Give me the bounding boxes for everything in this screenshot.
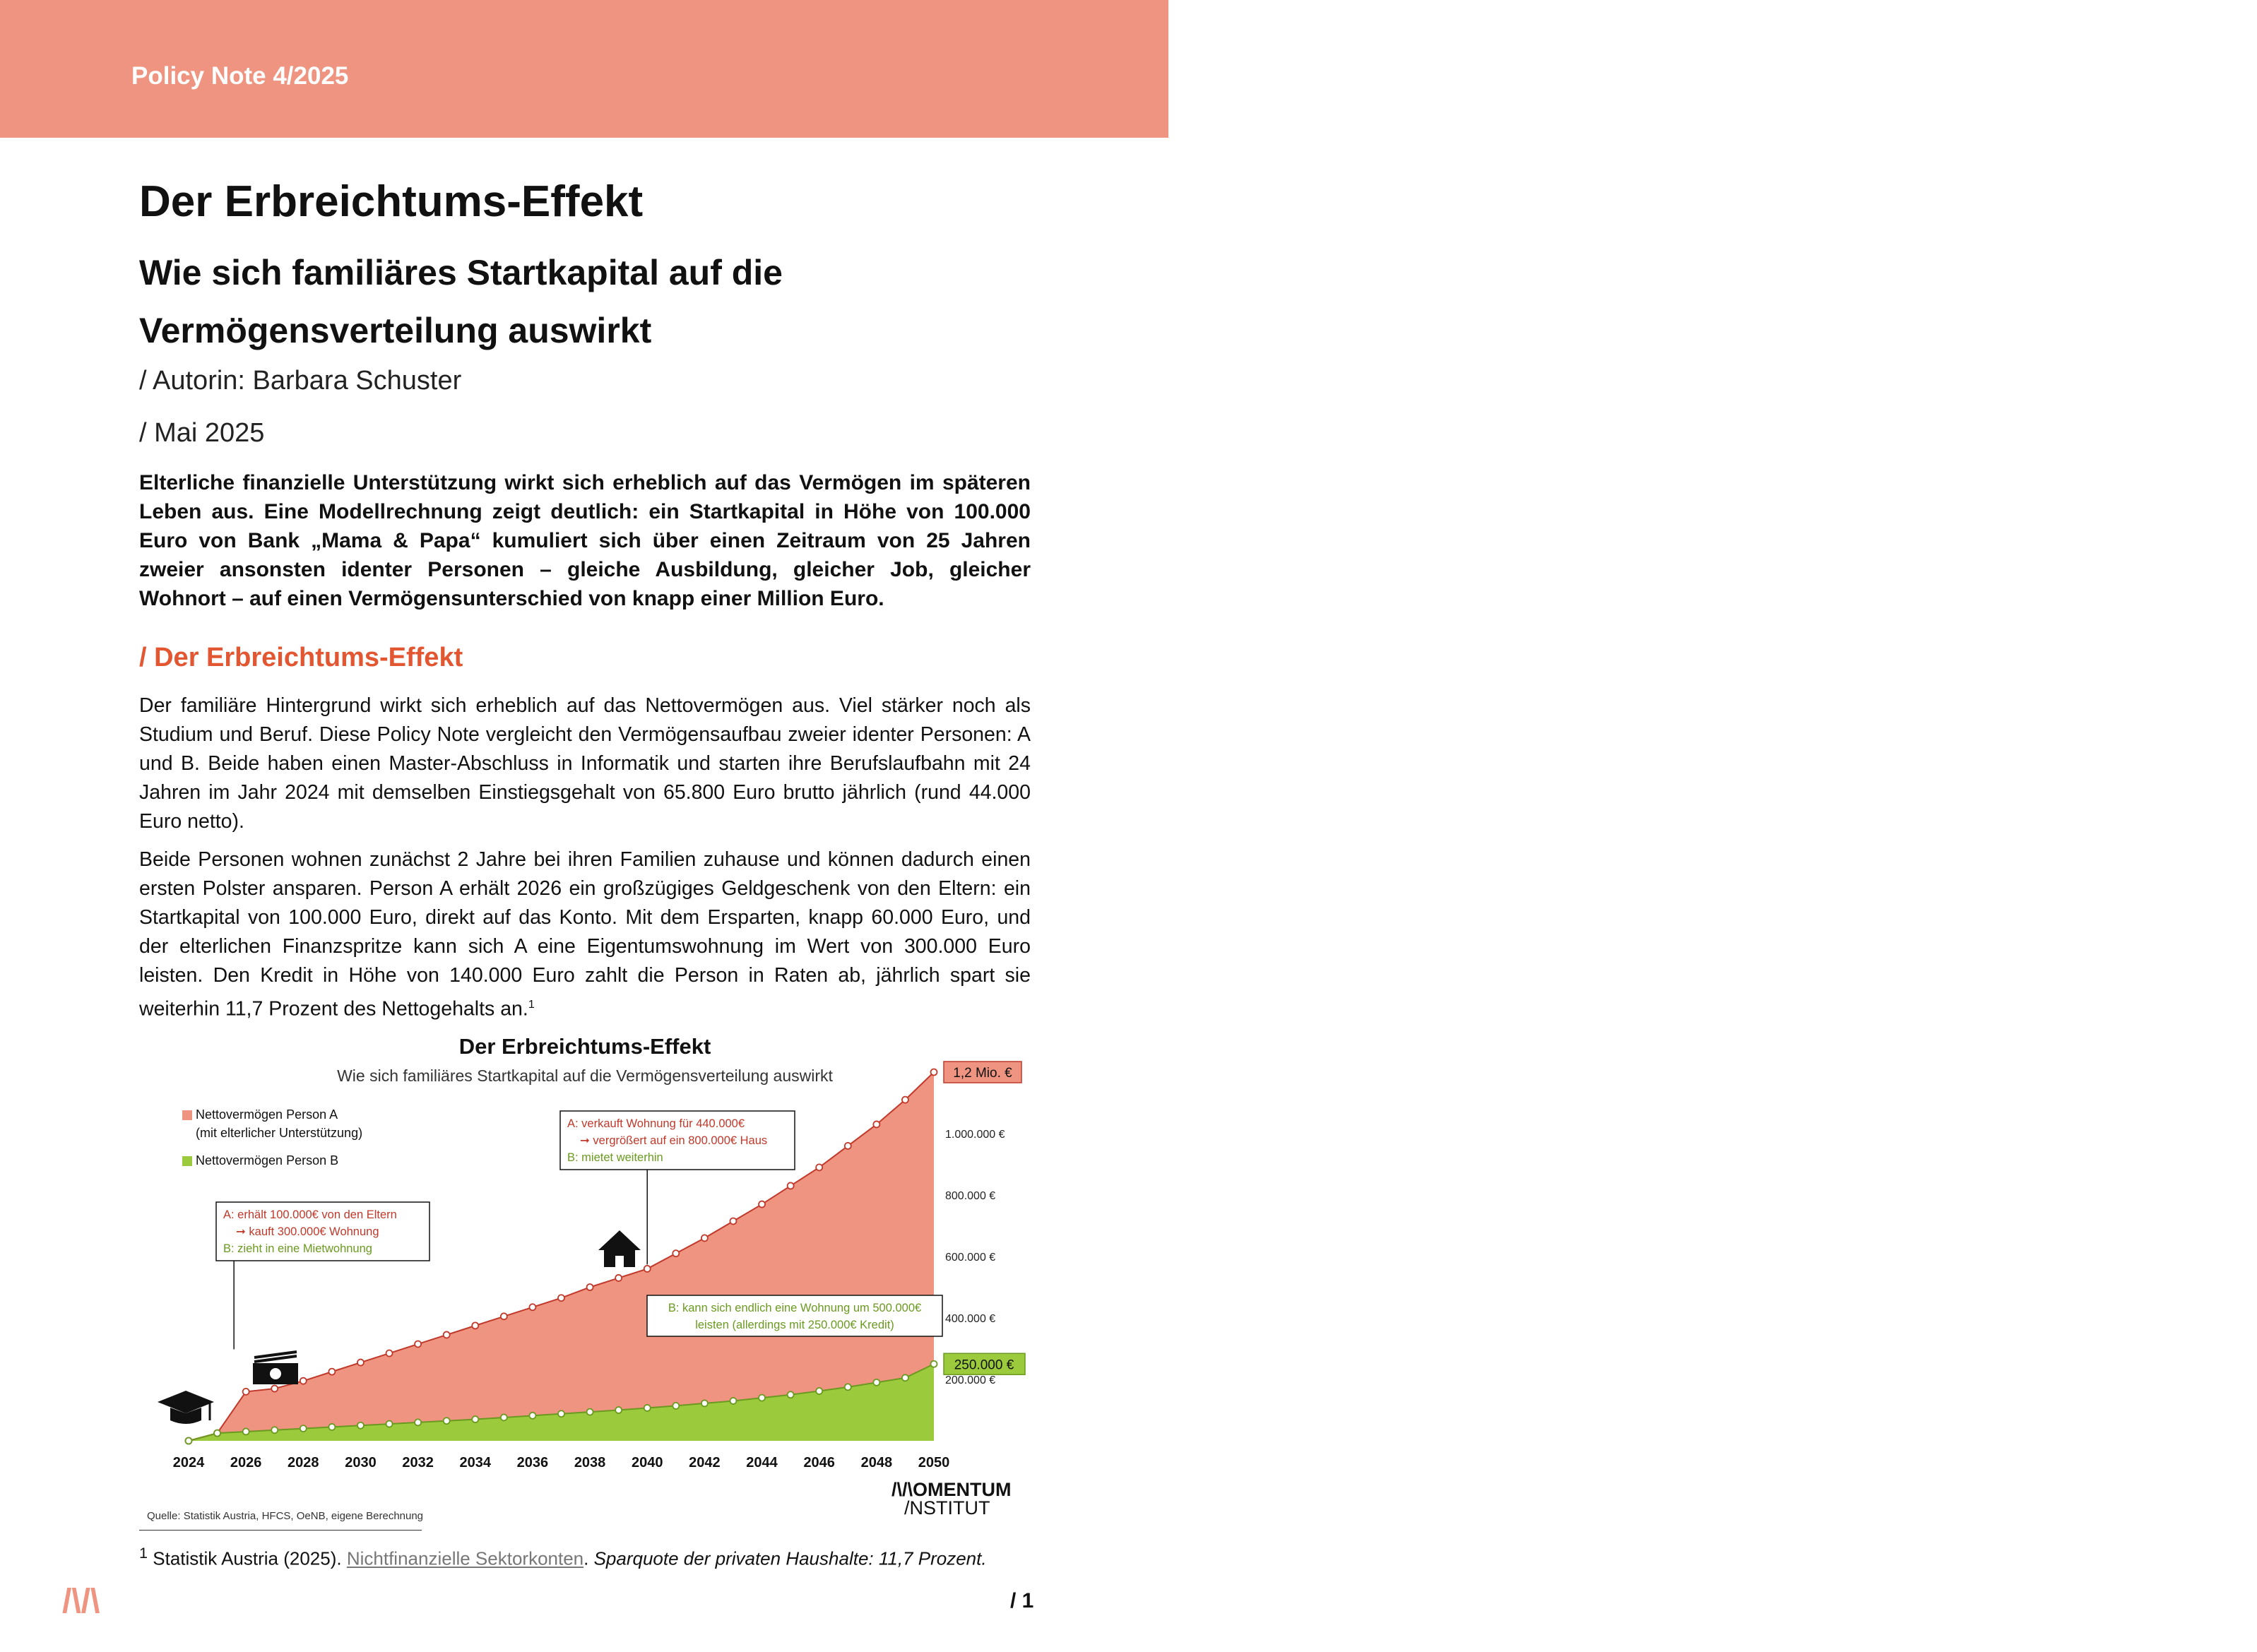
legend-swatch-a: [182, 1110, 192, 1120]
footnote-sep: .: [583, 1547, 594, 1569]
series-a-point: [644, 1266, 651, 1272]
graduation-cap-icon: [158, 1391, 214, 1413]
chart-logo-line-1: /\/\OMENTUM: [891, 1479, 1012, 1500]
policy-note-label: Policy Note 4/2025: [131, 62, 349, 90]
series-a-point: [845, 1143, 851, 1149]
annotation-line: ➞ vergrößert auf ein 800.000€ Haus: [580, 1134, 768, 1147]
series-a-point: [587, 1284, 593, 1290]
series-a-point: [357, 1360, 364, 1366]
series-a-point: [386, 1350, 393, 1357]
annotation-line: B: zieht in eine Mietwohnung: [223, 1242, 372, 1255]
series-b-point: [701, 1400, 708, 1406]
series-a-point: [328, 1369, 335, 1375]
wealth-chart: [0, 1024, 1168, 1476]
series-b-point: [730, 1398, 736, 1404]
x-tick-label: 2038: [574, 1455, 606, 1470]
chart-subtitle: Wie sich familiäres Startkapital auf die Vermögensverteilung auswirkt: [337, 1066, 833, 1085]
series-a-point: [300, 1378, 307, 1384]
series-b-point: [501, 1414, 507, 1420]
x-tick-label: 2024: [172, 1455, 205, 1470]
series-b-point: [300, 1425, 307, 1432]
series-b-point: [214, 1430, 220, 1437]
legend-label-a: Nettovermögen Person A: [196, 1107, 338, 1122]
series-b-point: [415, 1419, 421, 1425]
series-a-point: [529, 1304, 535, 1310]
series-a-point: [759, 1201, 765, 1208]
y-tick-label: 400.000 €: [945, 1313, 996, 1325]
x-tick-label: 2036: [516, 1455, 549, 1470]
page-subtitle: [139, 244, 1058, 359]
y-tick-label: 600.000 €: [945, 1252, 996, 1264]
series-b-point: [386, 1421, 393, 1427]
series-a-point: [673, 1250, 679, 1256]
annotation-line: A: erhält 100.000€ von den Eltern: [223, 1208, 397, 1221]
series-b-point: [816, 1388, 822, 1394]
subtitle-line-2: Vermögensverteilung auswirkt: [139, 311, 652, 350]
footnote-pre: Statistik Austria (2025).: [148, 1547, 347, 1569]
x-tick-label: 2040: [631, 1455, 663, 1470]
series-a-point: [788, 1182, 794, 1189]
annotation-line: B: kann sich endlich eine Wohnung um 500.000€: [668, 1302, 922, 1314]
series-b-point: [444, 1418, 450, 1424]
series-a-point: [558, 1295, 564, 1301]
series-b-point: [759, 1395, 765, 1401]
series-a-point: [444, 1331, 450, 1338]
series-b-point: [587, 1409, 593, 1415]
series-b-point: [328, 1424, 335, 1430]
series-b-point: [931, 1361, 937, 1367]
series-b-point: [271, 1427, 278, 1433]
legend-label-b: Nettovermögen Person B: [196, 1153, 339, 1167]
author: / Autorin: Barbara Schuster: [139, 366, 462, 396]
lead-paragraph: Elterliche finanzielle Unterstützung wirkt sich erheblich auf das Vermögen im späteren Leben aus. Eine Modellrechnung zeigt deutlich: ein Startkapital in Höhe von 100.000 Euro von Bank „Mama & Papa“ kumuliert sich über einen Zeitraum von 25 Jahren zweier ansonsten identer Personen – gleiche Ausbildung, gleicher Job, gleicher Wohnort – auf einen Vermögensunterschied von knapp einer Million Euro.: [139, 471, 1031, 610]
x-tick-label: 2028: [288, 1455, 319, 1470]
footnote-divider: [139, 1530, 422, 1531]
series-a-point: [816, 1164, 822, 1170]
legend-label-a-line2: (mit elterlicher Unterstützung): [196, 1126, 363, 1140]
x-tick-label: 2046: [803, 1455, 835, 1470]
subtitle-line-1: Wie sich familiäres Startkapital auf die: [139, 253, 783, 292]
series-b-point: [788, 1391, 794, 1398]
series-b-point: [357, 1422, 364, 1429]
date: / Mai 2025: [139, 418, 265, 448]
series-b-point: [615, 1407, 622, 1413]
series-a-point: [415, 1341, 421, 1347]
x-tick-label: 2030: [345, 1455, 377, 1470]
chart-logo-line-2: /NSTITUT: [904, 1497, 990, 1519]
logo-line-1: /\/\OMENTUM: [2015, 37, 2253, 78]
annotation-line: leisten (allerdings mit 250.000€ Kredit): [695, 1319, 894, 1331]
series-a-point: [243, 1389, 249, 1395]
legend-swatch-b: [182, 1156, 192, 1166]
page-header: [0, 0, 2257, 138]
end-label-b: 250.000 €: [954, 1357, 1014, 1373]
y-tick-label: 1.000.000 €: [945, 1129, 1005, 1141]
footnote-link[interactable]: Nichtfinanzielle Sektorkonten: [346, 1547, 584, 1569]
series-b-point: [472, 1416, 478, 1422]
series-a-point: [931, 1069, 937, 1076]
series-a-point: [271, 1386, 278, 1392]
paragraph-1: Der familiäre Hintergrund wirkt sich erheblich auf das Nettovermögen aus. Viel stärker noch als Studium und Beruf. Diese Policy Note vergleicht den Vermögensaufbau zweier identer Personen: A und B. Beide haben einen Master-Abschluss in Informatik und starten ihre Berufslaufbahn mit 24 Jahren im Jahr 2024 mit demselben Einstiegsgehalt von 65.800 Euro brutto jährlich (rund 44.000 Euro netto).: [139, 694, 1031, 833]
annotation-line: ➞ kauft 300.000€ Wohnung: [236, 1225, 379, 1238]
series-b-point: [186, 1438, 192, 1444]
series-a-point: [501, 1313, 507, 1319]
chart-plot: [158, 1062, 1025, 1470]
series-b-point: [243, 1428, 249, 1434]
series-b-point: [902, 1374, 908, 1381]
series-b-point: [644, 1405, 651, 1411]
x-tick-label: 2048: [860, 1455, 893, 1470]
paragraph-2: [139, 845, 1031, 1024]
footnote: [139, 1544, 987, 1570]
paragraph-2-text: Beide Personen wohnen zunächst 2 Jahre bei ihren Familien zuhause und können dadurch einen ersten Polster ansparen. Person A erhält 2026 ein großzügiges Geldgeschenk von den Eltern: ein Startkapital von 100.000 Euro, direkt auf das Konto. Mit dem Ersparten, knapp 60.000 Euro, und der elterlichen Finanzspritze kann sich A eine Eigentumswohnung im Wert von 300.000 Euro leisten. Den Kredit in Höhe von 140.000 Euro zahlt die Person in Raten ab, jährlich spart sie weiterhin 11,7 Prozent des Nettogehalts an.: [139, 848, 1031, 1021]
money-coin-icon: [270, 1368, 281, 1379]
x-tick-label: 2042: [689, 1455, 721, 1470]
chart-source: Quelle: Statistik Austria, HFCS, OeNB, eigene Berechnung: [147, 1510, 424, 1522]
series-b-point: [873, 1379, 879, 1386]
series-b-point: [845, 1384, 851, 1390]
series-b-point: [673, 1403, 679, 1409]
x-tick-label: 2026: [230, 1455, 262, 1470]
series-a-point: [730, 1218, 736, 1224]
section-heading: / Der Erbreichtums-Effekt: [139, 643, 463, 672]
footnote-italic: Sparquote der privaten Haushalte: 11,7 Prozent.: [593, 1547, 987, 1569]
series-a-point: [902, 1097, 908, 1103]
page-title: Der Erbreichtums-Effekt: [139, 177, 644, 226]
series-a-point: [701, 1235, 708, 1241]
end-label-a: 1,2 Mio. €: [953, 1066, 1012, 1081]
series-a-point: [472, 1322, 478, 1329]
house-door-icon: [615, 1256, 624, 1267]
footnote-number: 1: [139, 1544, 148, 1562]
y-tick-label: 200.000 €: [945, 1374, 996, 1386]
series-a-point: [873, 1121, 879, 1127]
footer-logo: /\/\: [62, 1583, 100, 1620]
chart-title: Der Erbreichtums-Effekt: [458, 1034, 711, 1059]
annotation-line: A: verkauft Wohnung für 440.000€: [567, 1117, 745, 1130]
series-a-point: [615, 1275, 622, 1281]
x-tick-label: 2050: [918, 1455, 950, 1470]
y-tick-label: 800.000 €: [945, 1190, 996, 1202]
x-tick-label: 2032: [402, 1455, 434, 1470]
series-b-point: [558, 1410, 564, 1417]
x-tick-label: 2044: [746, 1455, 778, 1470]
annotation-line: B: mietet weiterhin: [567, 1151, 663, 1164]
series-b-point: [529, 1413, 535, 1419]
footnote-ref[interactable]: 1: [528, 999, 535, 1011]
page-number: / 1: [1010, 1589, 1034, 1612]
logo-line-2: /NSTITUT: [2092, 74, 2257, 114]
x-tick-label: 2034: [459, 1455, 492, 1470]
